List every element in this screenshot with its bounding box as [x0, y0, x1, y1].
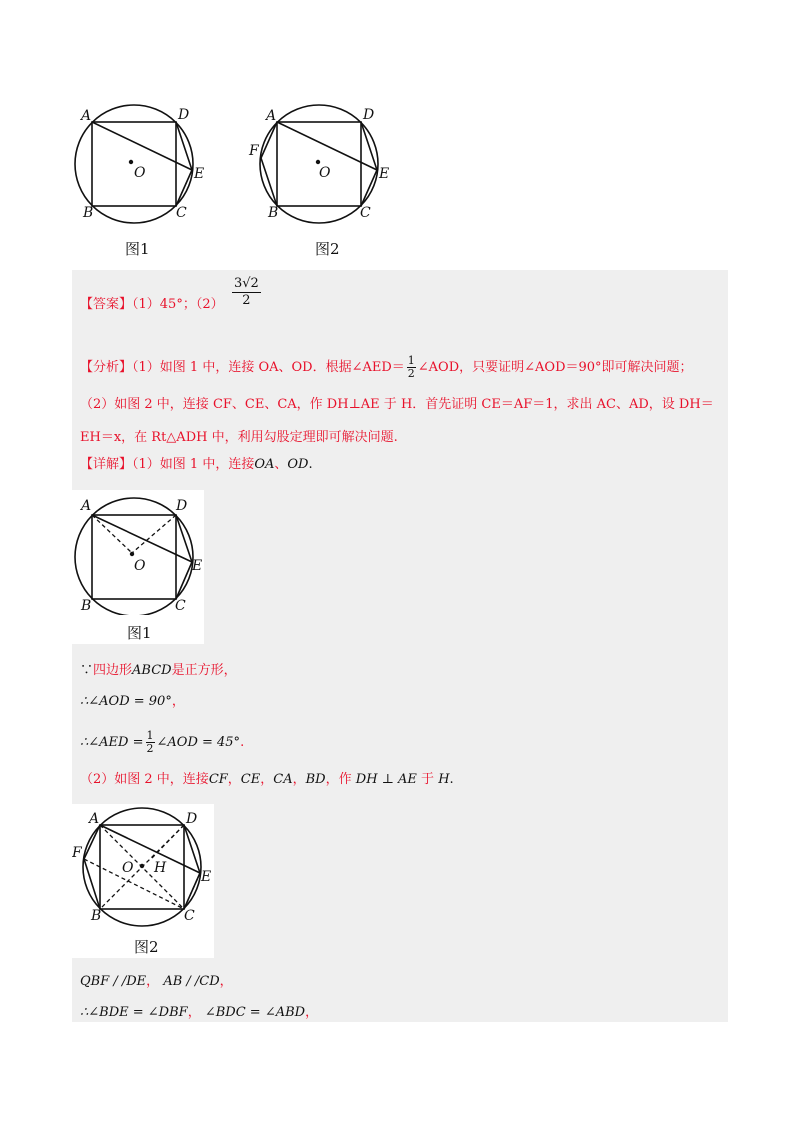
detail-tag: 【详解】: [80, 457, 133, 472]
analysis-line-1-a: （1）如图 1 中，连接 OA、OD．根据∠AED＝: [132, 360, 405, 375]
statement-1-math: ABCD: [132, 663, 172, 678]
because-symbol: ∵: [80, 663, 94, 678]
part-2-ce: CE: [240, 772, 261, 787]
comma: ，: [305, 1005, 319, 1020]
statement-1: [80, 662, 237, 680]
statement-3-tail: .: [240, 735, 245, 750]
analysis-half-fraction: [407, 355, 416, 380]
part-2-bd: BD: [305, 772, 326, 787]
solution-figure-2-caption: 图2: [134, 938, 159, 956]
point-a-label: A: [81, 498, 92, 514]
comma: ，: [219, 974, 233, 989]
point-b-label: B: [83, 205, 94, 221]
figure-2-caption: 图2: [315, 240, 340, 258]
detail-end: .: [308, 457, 313, 472]
figure-2-diagram: [246, 100, 396, 225]
solution-figure-1-diagram: [72, 490, 204, 615]
statement-1-red: 四边形: [93, 663, 133, 678]
statement-1-tail: 是正方形，: [171, 663, 237, 678]
part-2-line: [80, 771, 454, 789]
statement-3-denominator: 2: [146, 742, 154, 755]
detail-od: OD: [287, 457, 309, 472]
half-numerator: 1: [407, 354, 415, 367]
statement-3-fraction: [146, 730, 155, 755]
comma: ，: [227, 772, 241, 787]
part-2-intro: （2）如图 2 中，连接: [80, 772, 209, 787]
part-2-ca: CA: [273, 772, 293, 787]
point-c-label: C: [360, 205, 371, 221]
statement-3: [80, 730, 244, 755]
point-o-label: O: [319, 165, 331, 181]
statement-3-numerator: 1: [146, 729, 154, 742]
point-f-label: F: [72, 845, 82, 861]
point-o-label: O: [134, 558, 146, 574]
q-line: [80, 973, 233, 991]
solution-figure-2: [72, 804, 214, 958]
half-denominator: 2: [407, 367, 415, 380]
comma: ，: [292, 772, 306, 787]
figure-1-caption: 图1: [125, 240, 150, 258]
analysis-line-2: （2）如图 2 中，连接 CF、CE、CA，作 DH⊥AE 于 H．首先证明 CE＝AF＝1，求出 AC、AD，设 DH＝: [80, 397, 714, 412]
analysis-tag: 【分析】: [80, 360, 133, 375]
comma: ，: [146, 974, 160, 989]
analysis-line-1: [80, 355, 693, 380]
statement-2-tail: ，: [171, 694, 185, 709]
answer-line: [80, 296, 224, 314]
figure-1-diagram: [68, 100, 218, 225]
point-e-label: E: [379, 166, 390, 182]
answer-tag: 【答案】: [80, 297, 133, 312]
point-a-label: A: [266, 108, 277, 124]
answer-fraction-denominator: 2: [242, 293, 251, 308]
point-h-label: H: [154, 860, 167, 876]
analysis-line-1-b: ∠AOD，只要证明∠AOD＝90°即可解决问题；: [417, 360, 693, 375]
point-d-label: D: [178, 107, 190, 123]
solution-figure-2-diagram: [72, 804, 214, 929]
statement-2: [80, 693, 185, 711]
therefore-line-a: ∴∠BDE = ∠DBF: [80, 1005, 188, 1020]
solution-figure-1: [72, 490, 204, 644]
point-c-label: C: [176, 205, 187, 221]
q-line-b: AB / /CD: [163, 974, 220, 989]
detail-oa: OA: [254, 457, 275, 472]
therefore-line: [80, 1004, 318, 1022]
point-d-label: D: [363, 107, 375, 123]
point-o-label: O: [134, 165, 146, 181]
part-2-h: H: [438, 772, 450, 787]
detail-intro: （1）如图 1 中，连接: [132, 457, 255, 472]
comma: ，: [187, 1005, 201, 1020]
point-o-label: O: [122, 860, 134, 876]
point-a-label: A: [89, 811, 100, 827]
part-2-cf: CF: [208, 772, 228, 787]
point-e-label: E: [201, 869, 212, 885]
comma: ，: [260, 772, 274, 787]
point-b-label: B: [81, 598, 92, 614]
detail-sep: 、: [274, 457, 288, 472]
q-line-a: QBF / /DE: [80, 974, 147, 989]
point-d-label: D: [176, 498, 188, 514]
point-b-label: B: [268, 205, 279, 221]
period: .: [449, 772, 454, 787]
statement-3-b: ∠AOD = 45°: [156, 735, 241, 750]
statement-3-a: ∴∠AED =: [80, 735, 144, 750]
statement-2-math: ∴∠AOD = 90°: [80, 694, 172, 709]
part-2-make: 作: [338, 772, 352, 787]
therefore-line-b: ∠BDC = ∠ABD: [204, 1005, 306, 1020]
part-2-at: 于: [421, 772, 435, 787]
solution-figure-1-caption: 图1: [127, 624, 152, 642]
point-b-label: B: [91, 908, 102, 924]
answer-fraction-numerator: 3√2: [234, 276, 259, 291]
point-c-label: C: [184, 908, 195, 924]
point-c-label: C: [175, 598, 186, 614]
answer-fraction: [232, 276, 261, 309]
detail-line: [80, 456, 313, 474]
point-a-label: A: [81, 108, 92, 124]
comma: ，: [325, 772, 339, 787]
point-d-label: D: [186, 811, 198, 827]
answer-part1: （1）45°；（2）: [132, 297, 224, 312]
analysis-line-3: EH＝x，在 Rt△ADH 中，利用勾股定理即可解决问题.: [80, 430, 398, 445]
point-e-label: E: [194, 166, 205, 182]
point-f-label: F: [249, 143, 259, 159]
part-2-dh: DH ⊥ AE: [355, 772, 417, 787]
point-e-label: E: [192, 558, 203, 574]
